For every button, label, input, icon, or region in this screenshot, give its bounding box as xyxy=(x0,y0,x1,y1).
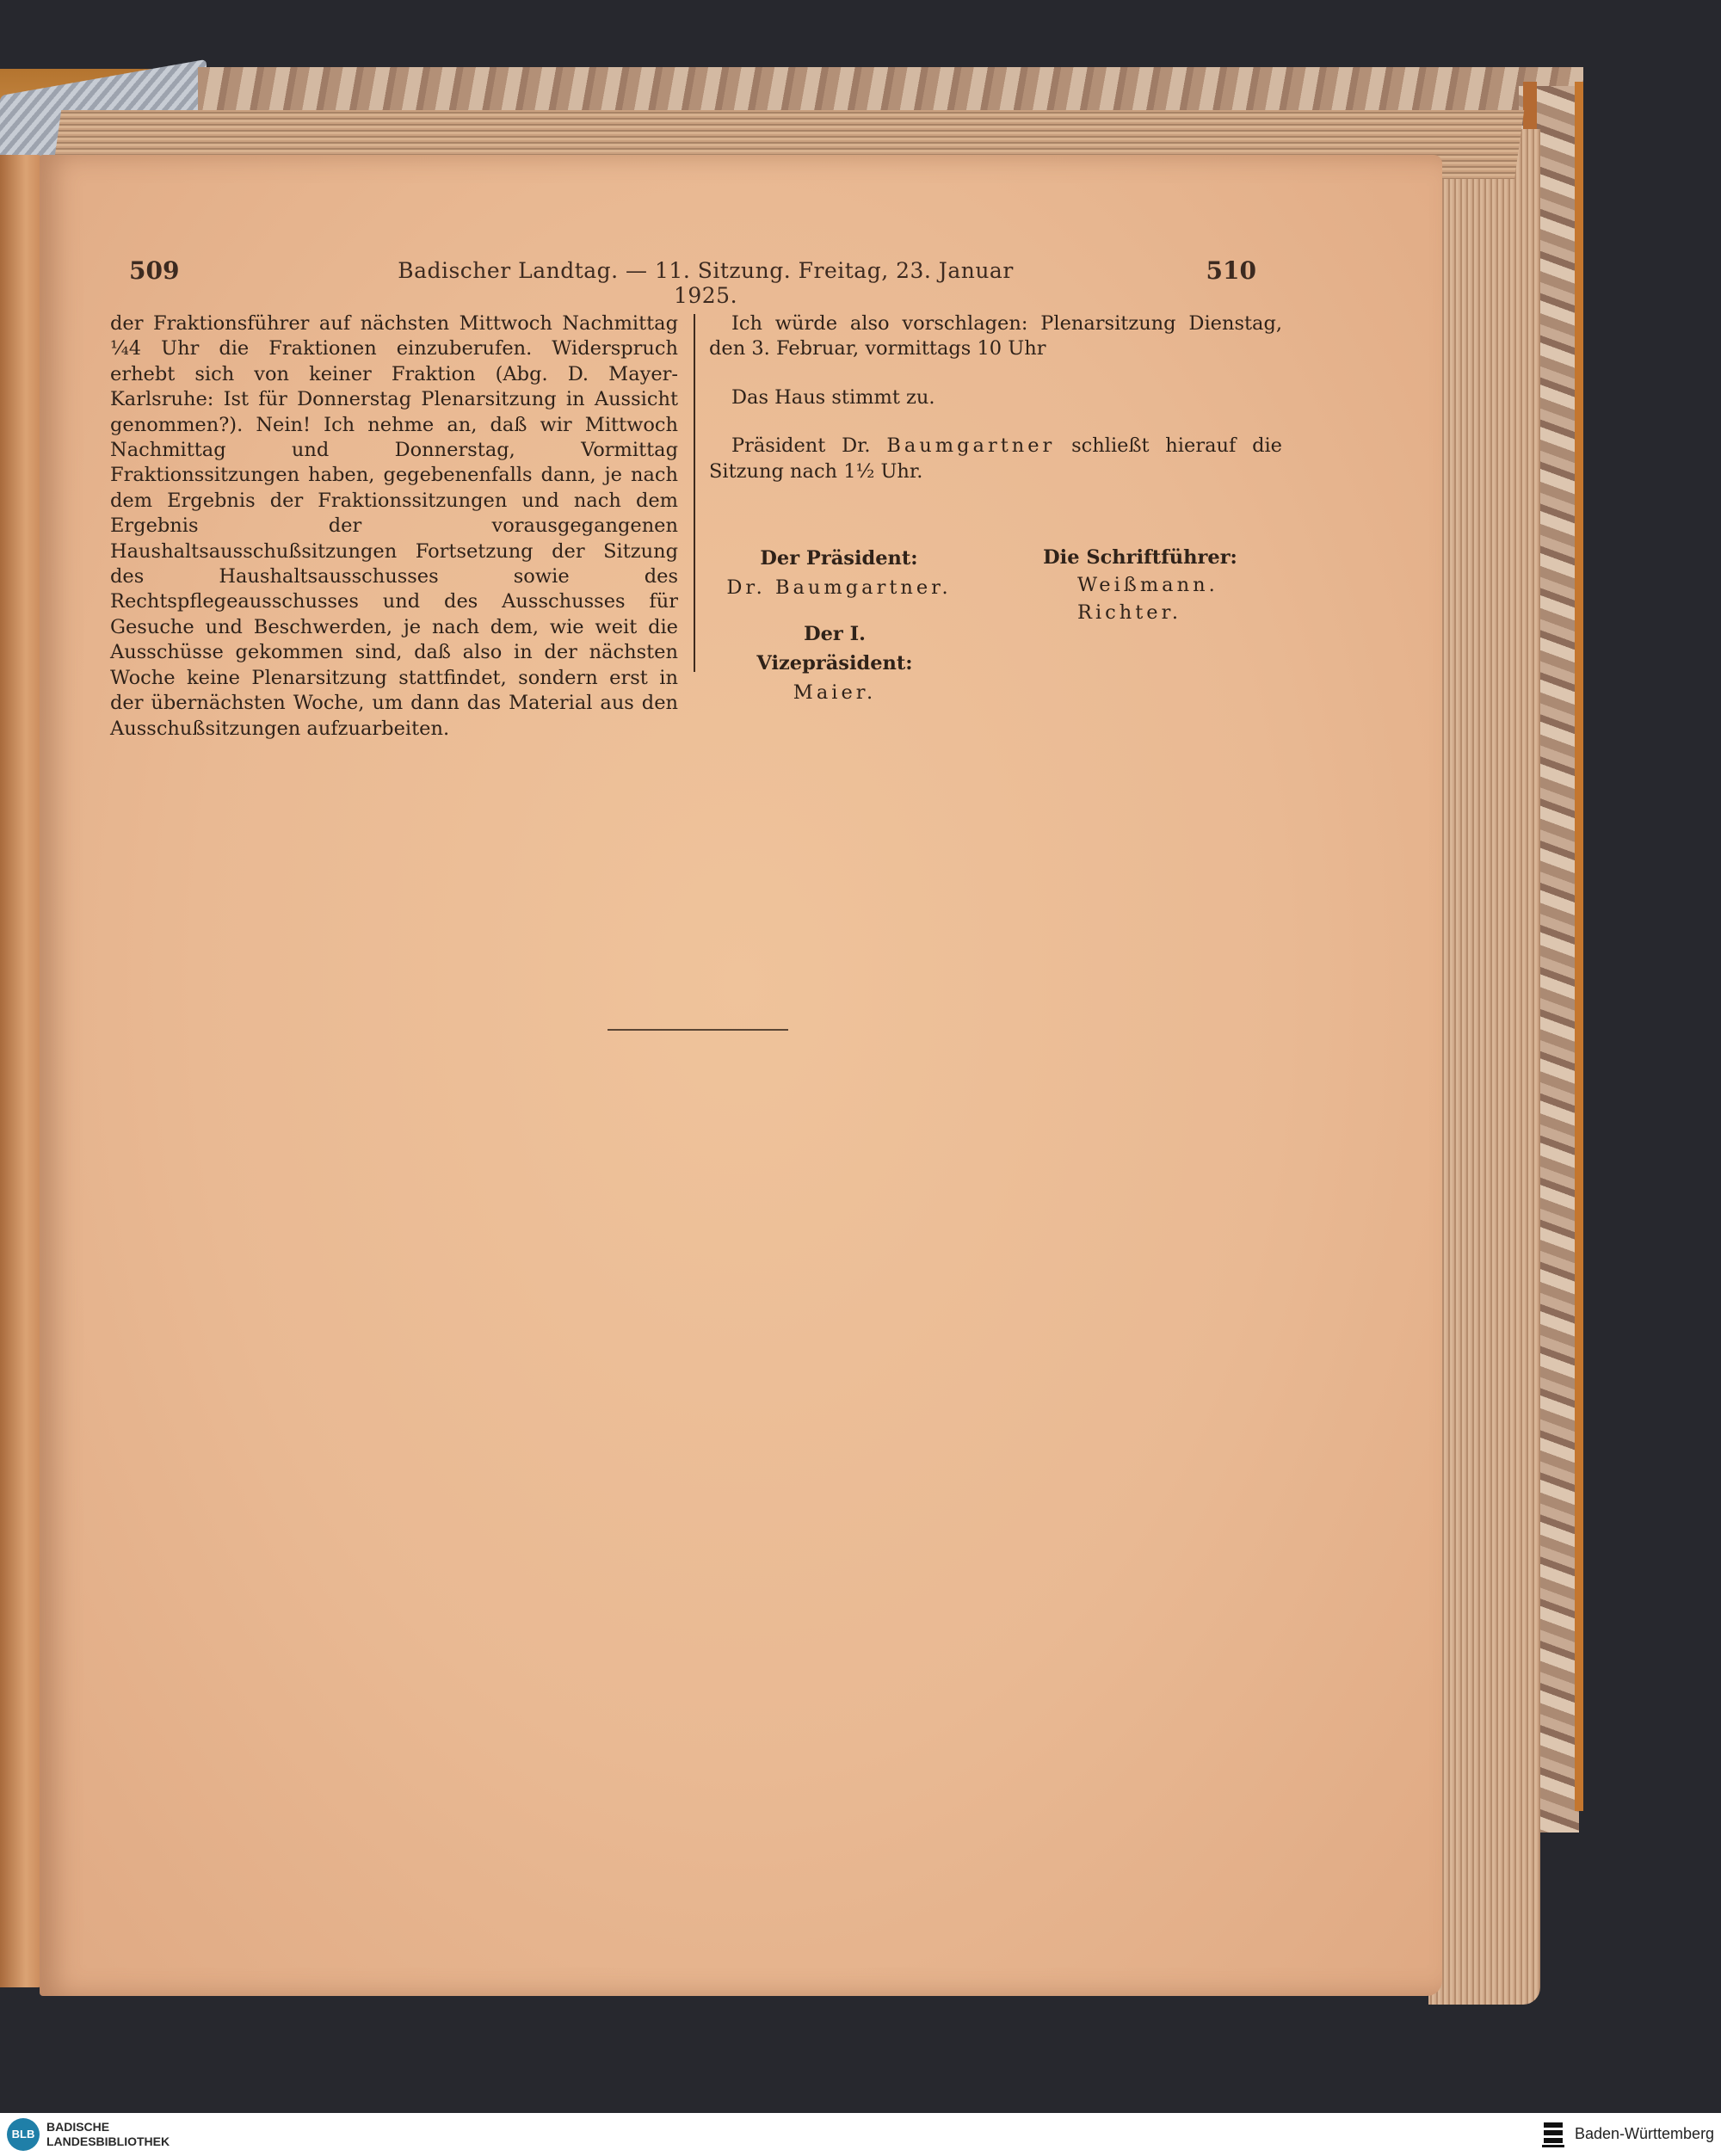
closing-paragraph xyxy=(709,434,1282,484)
secretary-2-name: Richter. xyxy=(1077,601,1182,624)
secretary-1-name: Weißmann. xyxy=(1077,574,1218,596)
page-number-right: 510 xyxy=(1206,256,1256,285)
blb-logo-text xyxy=(46,2120,170,2149)
left-column xyxy=(110,311,678,742)
running-head xyxy=(129,256,1256,308)
president-name-inline: Baumgartner xyxy=(886,434,1056,458)
vice-president-name: Maier. xyxy=(793,681,877,704)
house-agrees-paragraph: Das Haus stimmt zu. xyxy=(731,385,935,409)
column-divider xyxy=(694,314,695,672)
secretaries-signature xyxy=(1033,544,1248,626)
president-signature xyxy=(714,544,964,602)
blb-logo-icon: BLB xyxy=(7,2118,40,2151)
bw-label: Baden-Württemberg xyxy=(1575,2125,1715,2142)
blb-line-1: BADISCHE xyxy=(46,2120,110,2134)
vice-president-title: Der I. Vizepräsident: xyxy=(756,623,913,675)
blb-line-2: LANDESBIBLIOTHEK xyxy=(46,2134,170,2148)
closing-text-after: schließt hierauf die Sitzung nach 1½ Uhr. xyxy=(709,434,1282,483)
left-column-paragraph: der Fraktionsführer auf nächsten Mittwoch Nachmittag ¼4 Uhr die Fraktionen einzuberufen. Widerspruch erhebt sich von keiner Fraktion (Abg. D. Mayer-Karlsruhe: Ist für Donnerstag Plenarsitzung in Aussicht genommen?). Nein! Ich nehme an, daß wir Mittwoch Nachmittag und Donnerstag, Vormittag Fraktionssitzungen haben, gegebenenfalls dann, je nach dem Ergebnis der Fraktionssitzungen und nach dem Ergebnis der vorausgegangenen Haushaltsausschußsitzungen Fortsetzung der Sitzung des Haushaltsausschusses sowie des Rechtspflegeausschusses und des Ausschusses für Gesuche und Beschwerden, je nach dem, wie weit die Ausschüsse gekommen sind, daß also in der nächsten Woche keine Plenarsitzung stattfindet, sondern erst in der übernächsten Woche, um dann das Material aus den Ausschußsitzungen aufzuarbeiten. xyxy=(110,312,678,740)
bw-lions-icon xyxy=(1540,2120,1566,2149)
page-stack-right xyxy=(1428,129,1540,2005)
closing-text-before: Präsident Dr. xyxy=(731,434,871,458)
running-head-title: Badischer Landtag. — 11. Sitzung. Freitag, 23. Januar 1925. xyxy=(398,258,1014,308)
president-title: Der Präsident: xyxy=(760,547,918,570)
secretaries-title: Die Schriftführer: xyxy=(1043,546,1237,569)
right-column xyxy=(709,311,1282,484)
page-number-left: 509 xyxy=(129,256,180,285)
president-name: Dr. Baumgartner. xyxy=(726,576,952,599)
proposal-paragraph: Ich würde also vorschlagen: Plenarsitzung Dienstag, den 3. Februar, vormittags 10 Uhr xyxy=(709,312,1282,360)
end-rule xyxy=(608,1029,788,1031)
left-page-edge xyxy=(0,155,43,1987)
vice-president-signature xyxy=(723,619,947,707)
footer-bar xyxy=(0,2113,1721,2156)
